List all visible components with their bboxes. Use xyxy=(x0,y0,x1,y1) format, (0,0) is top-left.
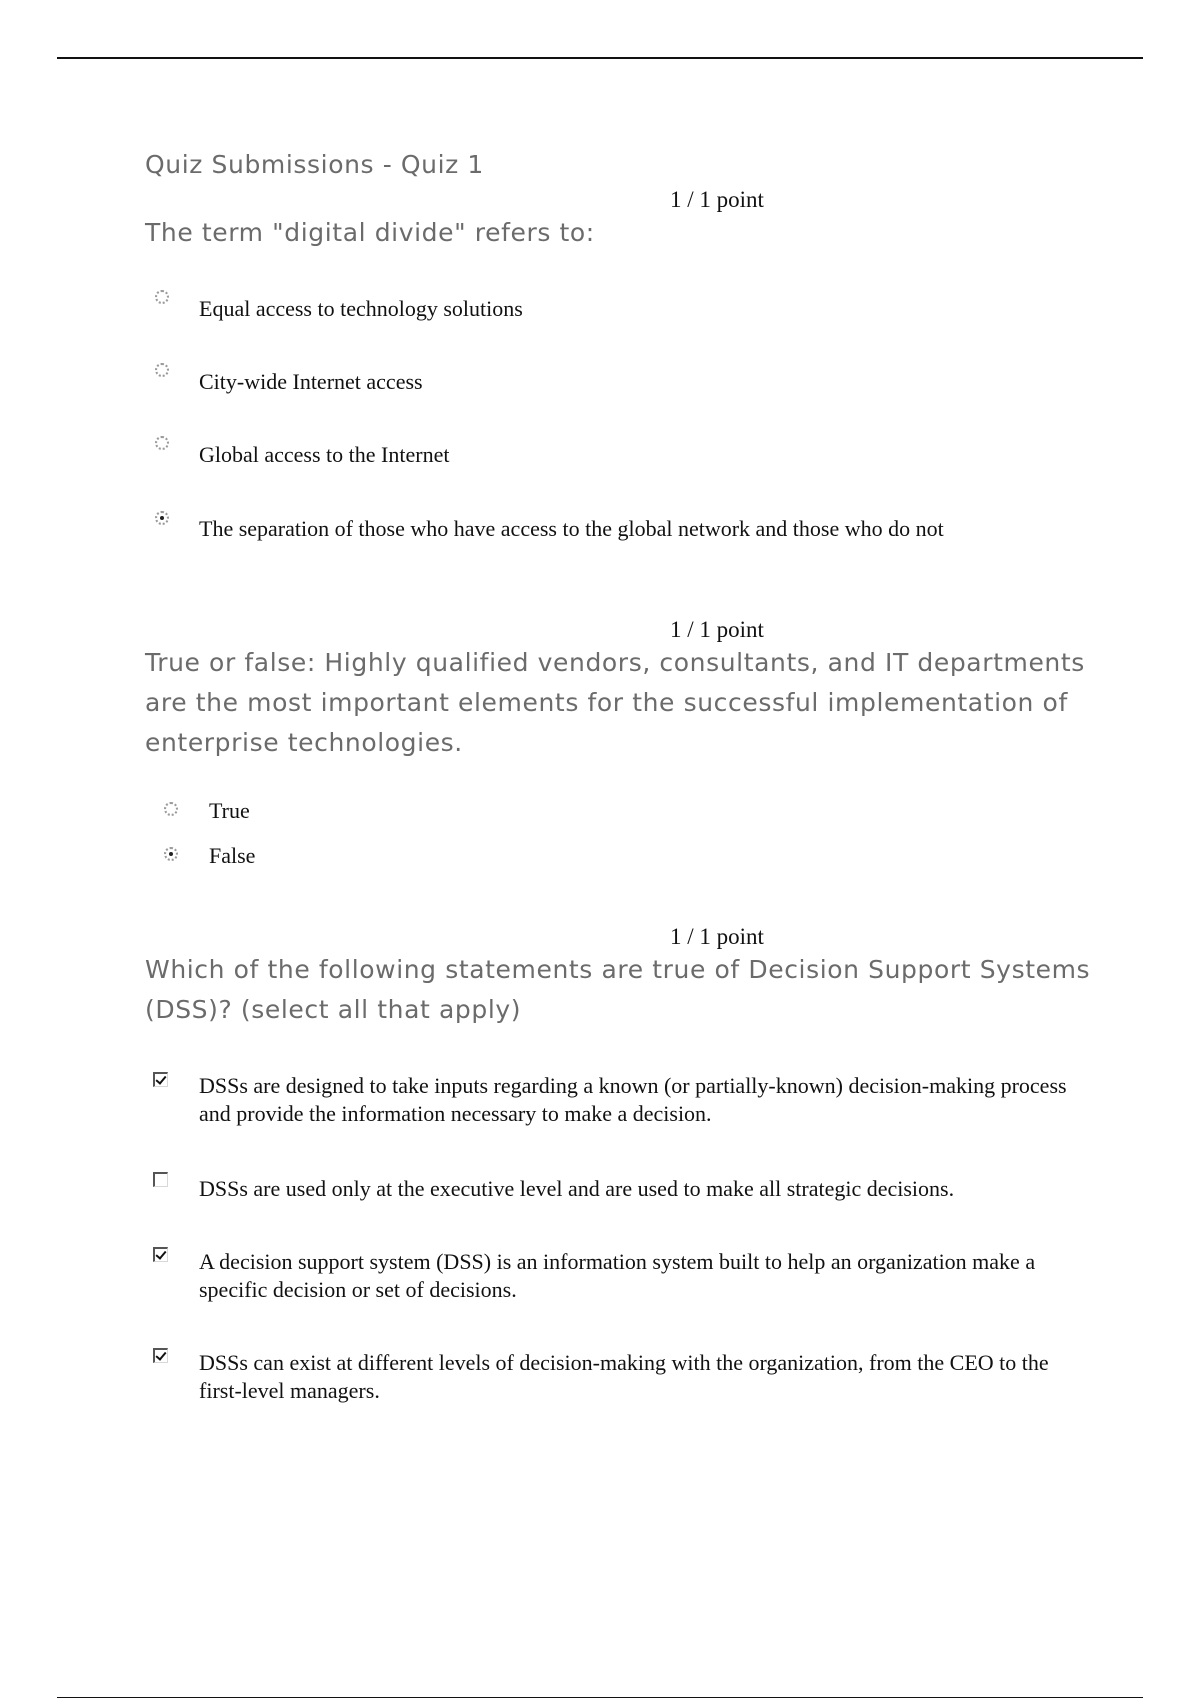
q1-option-4-radio[interactable] xyxy=(155,511,169,525)
bottom-rule xyxy=(57,1697,1143,1698)
top-rule xyxy=(57,57,1143,59)
q1-option-3-label: Global access to the Internet xyxy=(199,442,450,467)
q3-option-1-checkbox[interactable] xyxy=(153,1072,168,1087)
question-3-points: 1 / 1 point xyxy=(670,924,764,949)
q1-option-1-label: Equal access to technology solutions xyxy=(199,296,523,321)
q3-option-3-checkbox[interactable] xyxy=(153,1247,168,1262)
q3-option-2-checkbox[interactable] xyxy=(153,1172,168,1187)
q3-option-1-label: DSSs are designed to take inputs regarding a known (or partially-known) decision-making process and provide the information necessary to make a decision. xyxy=(199,1073,1067,1126)
question-3-text: Which of the following statements are true of Decision Support Systems (DSS)? (select all that apply) xyxy=(145,955,1091,1024)
q1-option-2-radio[interactable] xyxy=(155,363,169,377)
q2-option-false-radio[interactable] xyxy=(164,847,178,861)
q3-option-4-checkbox[interactable] xyxy=(153,1348,168,1363)
q3-option-4-label: DSSs can exist at different levels of decision-making with the organization, from the CEO to the first-level managers. xyxy=(199,1350,1049,1403)
question-1-points: 1 / 1 point xyxy=(670,187,764,212)
question-2-points: 1 / 1 point xyxy=(670,617,764,642)
q2-option-true-radio[interactable] xyxy=(164,802,178,816)
q1-option-4-label: The separation of those who have access to the global network and those who do not xyxy=(199,516,944,541)
q2-option-true-label: True xyxy=(209,798,250,823)
q1-option-1-radio[interactable] xyxy=(155,290,169,304)
question-2-text: True or false: Highly qualified vendors, consultants, and IT departments are the most important elements for the successful implementation of enterprise technologies. xyxy=(145,648,1085,757)
q3-option-2-label: DSSs are used only at the executive level and are used to make all strategic decisions. xyxy=(199,1176,955,1201)
q3-option-3-label: A decision support system (DSS) is an information system built to help an organization make a specific decision or set of decisions. xyxy=(199,1249,1036,1302)
q1-option-3-radio[interactable] xyxy=(155,436,169,450)
question-1-text: The term "digital divide" refers to: xyxy=(145,218,595,247)
q1-option-2-label: City-wide Internet access xyxy=(199,369,423,394)
q2-option-false-label: False xyxy=(209,843,256,868)
page-title: Quiz Submissions - Quiz 1 xyxy=(145,150,484,179)
